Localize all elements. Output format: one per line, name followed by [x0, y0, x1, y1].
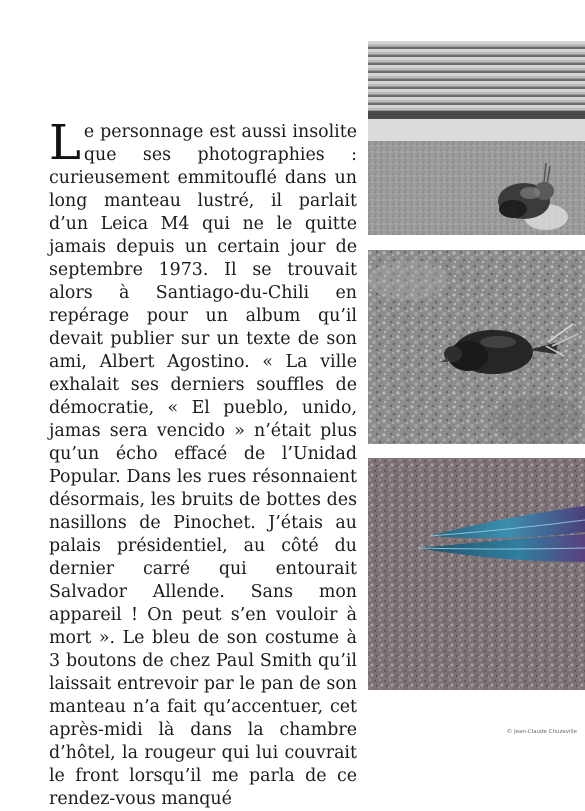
photo-credit: © Jean-Claude Chuzeville: [506, 729, 577, 735]
photo-bird-gravel: [368, 250, 585, 444]
article-body: e personnage est aussi insolite que ses photographies : curieusement emmitouflé dans un long manteau lustré, il parlait d’un Leica M4 qui ne le quitte jamais depuis un certain jour de septembre 1973. Il se trouvait alors à Santiago-du-Chili en repérage pour un album qu’il devait publier sur un texte de son ami, Albert Agostino. « La ville exhalait ses derniers souffles de démocratie, « El pueblo, unido, jamas sera vencido » n’était plus qu’un écho effacé de l’Unidad Popular. Dans les rues résonnaient désormais, les bruits de bottes des nasillons de Pinochet. J’étais au palais présidentiel, au côté du dernier carré qui entourait Salvador Allende. Sans mon appareil ! On peut s’en vouloir à mort ». Le bleu de son costume à 3 boutons de chez Paul Smith qu’il laissait entrevoir par le pan de son manteau n’a fait qu’accentuer, cet après-midi là dans la chambre d’hôtel, la rougeur qui lui couvrait le front lorsqu’il me parla de ce rendez-vous manqué: [49, 122, 357, 809]
photo-bird-wall-image: [368, 41, 585, 235]
article-paragraph: [49, 115, 357, 811]
photo-feathers-asphalt: [368, 458, 585, 690]
photo-bird-gravel-image: [368, 250, 585, 444]
photo-feathers-image: [368, 458, 585, 690]
article-column: [49, 115, 357, 811]
photo-bird-wall: [368, 41, 585, 235]
drop-cap: L: [49, 115, 81, 171]
